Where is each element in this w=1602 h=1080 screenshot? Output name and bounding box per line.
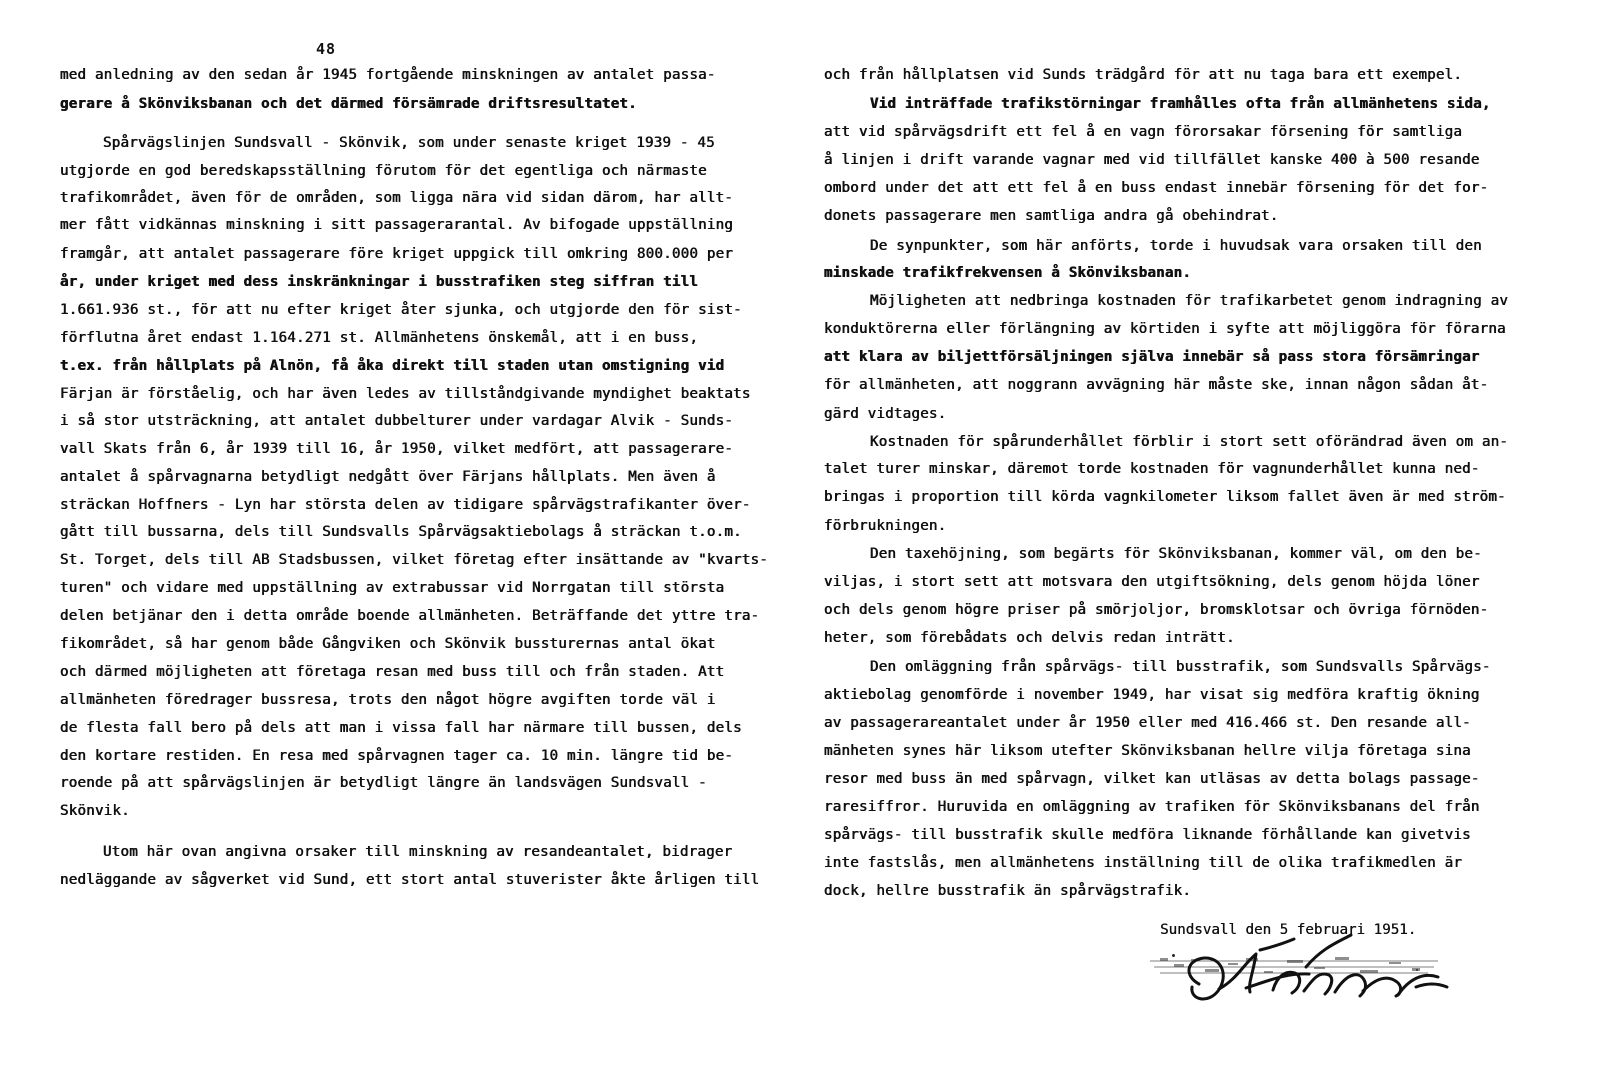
text-line: De synpunkter, som här anförts, torde i huvudsak vara orsaken till den [870,238,1482,254]
text-line: av passagerareantalet under år 1950 eller med 416.466 st. Den resande all- [824,715,1471,731]
text-line: 1.661.936 st., för att nu efter kriget åter sjunka, och utgjorde den för sist- [60,302,742,318]
signature-icon [1176,930,1476,1020]
text-line: med anledning av den sedan år 1945 fortgående minskningen av antalet passa- [60,67,716,83]
text-line: nedläggande av sågverket vid Sund, ett stort antal stuverister åkte årligen till [60,872,760,888]
text-line: å linjen i drift varande vagnar med vid tillfället kanske 400 à 500 resande [824,152,1480,168]
text-line: dock, hellre busstrafik än spårvägstrafik. [824,883,1192,899]
page-number: 48 [316,40,337,58]
text-line: mer fått vidkännas minskning i sitt passagerarantal. Av bifogade uppställning [60,217,734,233]
text-line: ombord under det att ett fel å en buss endast innebär försening för det for- [824,180,1489,196]
text-line: att vid spårvägsdrift ett fel å en vagn förorsakar försening för samtliga [824,124,1463,140]
text-line: viljas, i stort sett att motsvara den utgiftsökning, dels genom höjda löner [824,574,1480,590]
text-line: fikområdet, så har genom både Gångviken och Skönvik bussturernas antal ökat [60,636,716,652]
text-line: år, under kriget med dess inskränkningar i busstrafiken steg siffran till [60,274,699,290]
text-line: turen" och vidare med uppställning av extrabussar vid Norrgatan till största [60,580,725,596]
text-line: vall Skats från 6, år 1939 till 16, år 1950, vilket medfört, att passagerare- [60,441,734,457]
text-line: inte fastslås, men allmänhetens inställning till de olika trafikmedlen är [824,855,1463,871]
text-line: Skönvik. [60,803,130,819]
text-line: gått till bussarna, dels till Sundsvalls Spårvägsaktiebolags å sträckan t.o.m. [60,524,742,540]
text-line: bringas i proportion till körda vagnkilometer liksom fallet även är med ström- [824,489,1506,505]
text-line: att klara av biljettförsäljningen själva innebär så pass stora försämringar [824,349,1480,365]
text-line: i så stor utsträckning, att antalet dubbelturer under vardagar Alvik - Sunds- [60,413,734,429]
text-line: delen betjänar den i detta område boende allmänheten. Beträffande det yttre tra- [60,608,760,624]
text-line: den kortare restiden. En resa med spårvagnen tager ca. 10 min. längre tid be- [60,748,734,764]
text-line: gerare å Skönviksbanan och det därmed försämrade driftsresultatet. [60,96,637,112]
text-line: utgjorde en god beredskapsställning förutom för det egentliga och närmaste [60,163,707,179]
text-line: Färjan är förståelig, och har även ledes av tillståndgivande myndighet beaktats [60,386,751,402]
text-line: Möjligheten att nedbringa kostnaden för trafikarbetet genom indragning av [870,293,1509,309]
text-line: roende på att spårvägslinjen är betydligt längre än landsvägen Sundsvall - [60,775,707,791]
text-line: förflutna året endast 1.164.271 st. Allmänhetens önskemål, att i en buss, [60,330,699,346]
text-line: och därmed möjligheten att företaga resan med buss till och från staden. Att [60,664,725,680]
text-line: Den omläggning från spårvägs- till busstrafik, som Sundsvalls Spårvägs- [870,659,1491,675]
text-line: donets passagerare men samtliga andra gå obehindrat. [824,208,1279,224]
text-line: konduktörerna eller förlängning av körtiden i syfte att möjliggöra för förarna [824,321,1506,337]
text-line: mänheten synes här liksom utefter Skönviksbanan hellre vilja företaga sina [824,743,1471,759]
text-line: allmänheten föredrager bussresa, trots den något högre avgiften torde väl i [60,692,716,708]
text-line: Utom här ovan angivna orsaker till minskning av resandeantalet, bidrager [103,844,733,860]
text-line: heter, som förebådats och delvis redan inträtt. [824,630,1235,646]
text-line: Den taxehöjning, som begärts för Skönviksbanan, kommer väl, om den be- [870,546,1482,562]
text-line: förbrukningen. [824,518,947,534]
ink-mark [1172,954,1175,957]
text-line: för allmänheten, att noggrann avvägning här måste ske, innan någon sådan åt- [824,377,1489,393]
text-line: de flesta fall bero på dels att man i vissa fall har närmare till bussen, dels [60,720,742,736]
text-line: gärd vidtages. [824,406,947,422]
text-line: sträckan Hoffners - Lyn har största delen av tidigare spårvägstrafikanter över- [60,497,751,513]
text-line: resor med buss än med spårvagn, vilket kan utläsas av detta bolags passage- [824,771,1480,787]
text-line: framgår, att antalet passagerare före kriget uppgick till omkring 800.000 per [60,246,734,262]
text-line: Vid inträffade trafikstörningar framhålles ofta från allmänhetens sida, [870,96,1491,112]
text-line: talet turer minskar, däremot torde kostnaden för vagnunderhållet kunna ned- [824,461,1480,477]
text-line: minskade trafikfrekvensen å Skönviksbanan. [824,265,1192,281]
text-line: trafikområdet, även för de områden, som ligga nära vid sidan därom, har allt- [60,190,734,206]
text-line: spårvägs- till busstrafik skulle medföra liknande förhållande kan givetvis [824,827,1471,843]
text-line: t.ex. från hållplats på Alnön, få åka direkt till staden utan omstigning vid [60,358,725,374]
text-line: St. Torget, dels till AB Stadsbussen, vilket företag efter insättande av "kvarts- [60,552,769,568]
text-line: antalet å spårvagnarna betydligt nedgått över Färjans hållplats. Men även å [60,469,716,485]
right-page [820,0,1602,1080]
text-line: Kostnaden för spårunderhållet förblir i stort sett oförändrad även om an- [870,434,1509,450]
ink-mark [1416,969,1418,971]
text-line: och från hållplatsen vid Sunds trädgård för att nu taga bara ett exempel. [824,67,1463,83]
text-line: och dels genom högre priser på smörjoljor, bromsklotsar och övriga förnöden- [824,602,1489,618]
text-line: raresiffror. Huruvida en omläggning av trafiken för Skönviksbanans del från [824,799,1480,815]
text-line: aktiebolag genomförde i november 1949, har visat sig medföra kraftig ökning [824,687,1480,703]
text-line: Spårvägslinjen Sundsvall - Skönvik, som under senaste kriget 1939 - 45 [103,135,715,151]
date-line: Sundsvall den 5 februari 1951. [1160,922,1417,938]
